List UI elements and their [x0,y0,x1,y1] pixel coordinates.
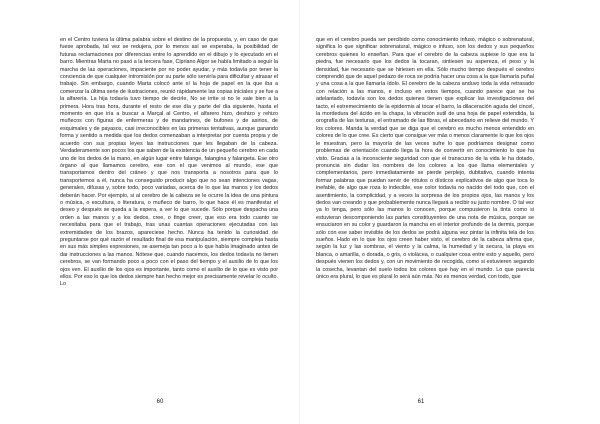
right-page-text: que en el cerebro pueda ser percibido como conocimiento infuso, mágico o sobrenatural, significa lo que significar sobrenatural, mágico e infuso, son los dedos y sus pequeños cerebros quienes lo enseñan. Para que el cerebro de la cabeza supiese lo que era la piedra, fue necesario que los dedos la tocaran, sintiesen su aspereza, el peso y la densidad, fue necesario que se hiriesen en ella. Sólo mucho tiempo después el cerebro comprendió que de aquel pedazo de roca se podría hacer una cosa a la que llamaría puñal y una cosa a la que llamaría ídolo. El cerebro de la cabeza anduvo toda la vida retrasado con relación a las manos, e incluso en estos tiempos, cuando parece que se ha adelantado, todavía son los dedos quienes tienen que explicar las investigaciones del tacto, el estremecimiento de la epidermis al tocar el barro, la dilaceración aguda del cincel, la mordedura del ácido en la chapa, la vibración sutil de una hoja de papel extendida, la orografía de las texturas, el entramado de las fibras, el abecedario en relieve del mundo. Y los colores. Manda la verdad que se diga que el cerebro es mucho menos entendido en colores de lo que cree. Es cierto que consigue ver más o menos claramente lo que los ojos le muestran, pero la mayoría de las veces sufre lo que podríamos designar como problemas de orientación cuando llega la hora de convertir en conocimiento lo que ha visto. Gracias a la inconsciente seguridad con que el transcurso de la vida le ha dotado, pronuncia sin dudar los nombres de los colores a los que llama elementales y complementarios, pero inmediatamente se pierde perplejo, dubitativo, cuando intenta formar palabras que puedan servir de rótulos o dísticos explicativos de algo que toca lo inefable, de algo que roza lo indecible, ese color todavía no nacido del todo que, con el asentimiento, la complicidad, y a veces la sorpresa de los propios ojos, las manos y los dedos van creando y que probablemente nunca llegará a recibir su justo nombre. O tal vez ya lo tenga, pero sólo las manos lo conocen, porque compusieron la tinta como si estuvieran descomponiendo las partes constituyentes de una nota de música, porque se ensuciaron en su color y guardaron la mancha en el interior profundo de la dermis, porque sólo con ese saber invisible de los dedos se podrá alguna vez pintar la infinita tela de los sueños. Hado en lo que los ojos creen haber visto, el cerebro de la cabeza afirma que, según la luz y las sombras, el viento y la calma, la humedad y la secura, la playa es blanca, o amarilla, o dorada, o gris, o violácea, o cualquier cosa entre esto y aquello, pero después vienen los dedos y, con un movimiento de recogida, como si estuvieren segando la cosecha, levantan del suelo todos los colores que hay en el mundo. Lo que parecía único era plural, lo que es plural lo será aún más. No es menos verdad, con todo, que [316,37,534,280]
right-page [300,0,600,424]
left-page-number: 60 [156,399,164,405]
right-page-number: 61 [417,399,425,405]
left-page-text: en el Centro tuviera la última palabra sobre el destino de la propuesta, y, en caso de que fuese aprobada, tal vez se redujera, por lo menos así se esperaba, la posibilidad de futuras reclamaciones por diferencias entre lo aprendido en el dibujo y lo ejecutado en el barro. Mientras Marta no pasó a la tercera fase, Cipriano Algor se había limitado a seguir la marcha de las operaciones, impaciente por no poder ayudar, y más todavía por tener la conciencia de que cualquier intromisión por su parte sólo serviría para dificultar y atrasar el trabajo. Sin embargo, cuando Marta colocó ante sí la hoja de papel en la que iba a comenzar la última serie de ilustraciones, reunió rápidamente las copias iniciales y se fue a la alfarería. La hija todavía tuvo tiempo de decirle, No se irrite si no le sale bien a la primera. Hora tras hora, durante el resto de ese día y parte del día siguiente, hasta el momento en que iría a buscar a Marçal al Centro, el alfarero hizo, deshizo y rehizo muñecos con figuras de enfermeras y de mandarines, de bufones y de asirios, de esquimales y de payasos, casi irreconocibles en las primeras tentativas, aunque ganando forma y sentido a medida que los dedos comenzaban a interpretar por cuenta propia y de acuerdo con sus propias leyes las instrucciones que les llegaban de la cabeza. Verdaderamente son pocos los que saben de la existencia de un pequeño cerebro en cada uno de los dedos de la mano, en algún lugar entre falange, falangina y falangeta. Ese otro órgano al que llamamos cerebro, ese con el que venimos al mundo, ese que transportamos dentro del cráneo y que nos transporta a nosotros para que lo transportemos a él, nunca ha conseguido producir algo que no sean intenciones vagas, generales, difusas y, sobre todo, poco variadas, acerca de lo que las manos y los dedos deberán hacer. Por ejemplo, si al cerebro de la cabeza se le ocurre la idea de una pintura o música, o escultura, o literatura, o muñeco de barro, lo que hace él es manifestar el deseo y después se queda a la espera, a ver lo que sucede. Sólo porque despacha una orden a las manos y a los dedos, cree, o finge creer, que eso era todo cuanto se necesitaba para que el trabajo, tras unas cuantas operaciones ejecutadas con las extremidades de los brazos, apareciese hecho. Nunca ha tenido la curiosidad de preguntarse por qué razón el resultado final de esa manipulación, siempre compleja hasta en sus más simples expresiones, se asemeja tan poco a lo que había imaginado antes de dar instrucciones a las manos. Nótese que, cuando nacemos, los dedos todavía no tienen cerebros, se van formando poco a poco con el paso del tiempo y el auxilio de lo que los ojos ven. El auxilio de los ojos es importante, tanto como el auxilio de lo que es visto por ellos. Por eso lo que los dedos siempre han hecho mejor es precisamente revelar lo oculto. Lo [60,37,278,288]
